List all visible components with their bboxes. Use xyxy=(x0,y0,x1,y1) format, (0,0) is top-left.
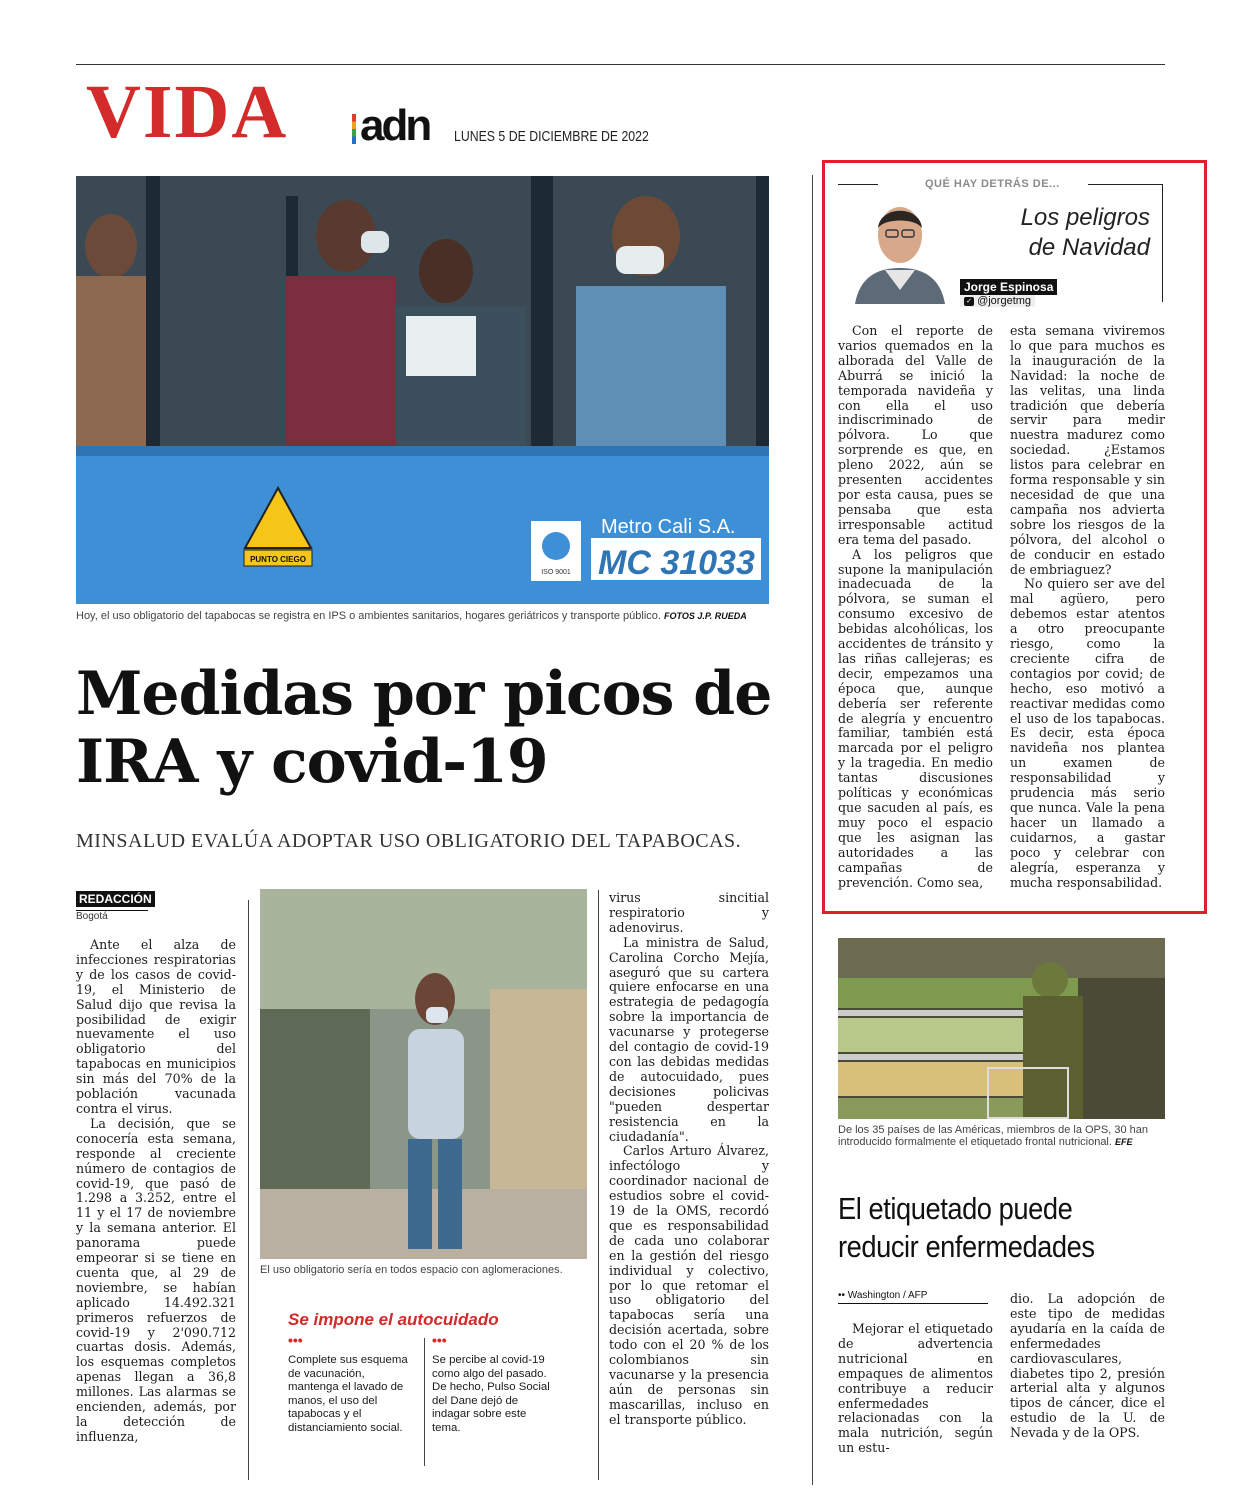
col1-paragraph: La decisión, que se conocería esta semana, responde al creciente número de contagios de covid-19, que pasó de 1.298 a 3.252, entre el 11 y el 17 de noviembre y la semana anterior. El panorama puede empeorar si se tiene en cuenta que, al 29 de noviembre, se habían aplicado 14.492.321 primeros refuerzos de covid-19 y 2'090.712 cuartas dosis. Además, los esquemas completos apenas llegan a 36,8 millones. Las alarmas se encienden, además, por la detección de influenza, xyxy=(76,1115,236,1444)
issue-date: LUNES 5 DE DICIEMBRE DE 2022 xyxy=(454,128,649,145)
box-item-1: Complete sus esquema de vacunación, mantenga el lavado de manos, el uso del tapabocas y el distanciamiento social. xyxy=(288,1354,408,1434)
iso-text: ISO 9001 xyxy=(541,569,571,576)
bus-illustration xyxy=(76,176,769,604)
second-paragraph: Mejorar el etiquetado de advertencia nutricional en empaques de alimentos contribuye a reducir enfermedades relacionadas con la mala nutrición, según un estu- xyxy=(838,1321,993,1456)
second-column-2 xyxy=(1010,1292,1165,1441)
twitter-icon: ✓ xyxy=(964,297,974,306)
page-column-divider xyxy=(812,175,813,1485)
title-rule xyxy=(1162,184,1163,302)
main-photo xyxy=(76,176,769,604)
article-column-3 xyxy=(609,891,769,1428)
top-rule xyxy=(76,64,1165,65)
column-divider xyxy=(598,890,599,1480)
kicker-rule xyxy=(838,184,878,185)
opinion-paragraph: Con el reporte de varios quemados en la alborada del Valle de Aburrá se inició la temporada navideña y con ella el uso indiscriminado de pólvora. Lo que sorprende es que, en pleno 2022, aún se presenten accidentes por esta causa, pues se pensaba que esta irresponsable actitud era tema del pasado. xyxy=(838,323,993,547)
woman-photo xyxy=(260,889,587,1259)
article-byline xyxy=(76,890,155,922)
opinion-column-2 xyxy=(1010,324,1165,890)
supermarket-caption-text: De los 35 países de las Américas, miembros de la OPS, 30 han introducido formalmente el etiquetado frontal nutricional. xyxy=(838,1124,1148,1148)
article-column-1 xyxy=(76,938,236,1445)
supermarket-credit: EFE xyxy=(1115,1137,1133,1147)
col3-paragraph: Carlos Arturo Álvarez, infectólogo y coordinador nacional de estudios sobre el covid-19 de la OMS, recordó que es responsabilidad de cada uno colaborar en la gestión del riesgo individual y colectivo, por lo que retomar el uso obligatorio del tapabocas sería una decisión acertada, sobre todo con el 20 % de los colombianos sin vacunarse y la presencia aún de personas sin mascarillas, incluso en el transporte público. xyxy=(609,1143,769,1427)
box-divider xyxy=(424,1338,425,1466)
opinion-paragraph: esta semana viviremos lo que para muchos es la inauguración de la Navidad: la noche de las velitas, una linda tradición que debería servir para medir nuestra madurez como sociedad. ¿Estamos listos para celebrar en forma responsable y sin necesidad de que una campaña nos advierta sobre los riesgos de la pólvora, del alcohol o de conducir en estado de embriaguez? xyxy=(1010,323,1165,577)
col1-paragraph: Ante el alza de infecciones respiratorias y de los casos de covid-19, el Ministerio de Salud dijo que revisa la posibilidad de exigir nuevamente el uso obligatorio del tapabocas en municipios sin más del 70% de la población vacunada contra el virus. xyxy=(76,937,236,1116)
second-column-1 xyxy=(838,1322,993,1456)
byline-city: Bogotá xyxy=(76,910,148,922)
second-paragraph: dio. La adopción de este tipo de medidas ayudaría en la caída de enfermedades cardiovasculares, diabetes tipo 2, presión arterial alta y algunos tipos de cáncer, dice el estudio de la U. de Nevada y de la OPS. xyxy=(1010,1291,1165,1441)
supermarket-photo xyxy=(838,938,1165,1119)
byline-label: REDACCIÓN xyxy=(76,891,155,907)
column-divider xyxy=(248,900,249,1480)
opinion-paragraph: A los peligros que supone la manipulación inadecuada de la pólvora, se suman el consumo excesivo de bebidas alcohólicas, los accidentes de tránsito y las riñas callejeras; es decir, empezamos una época que, aunque debería ser referente de alegría y encuentro familiar, también está marcada por el peligro y la tragedia. En medio tantas discusiones políticas y económicas que sacuden al país, es muy poco el espacio que les asignan las autoridades a las campañas de prevención. Como sea, xyxy=(838,546,993,890)
author-handle xyxy=(960,295,1035,307)
main-photo-caption xyxy=(76,610,776,622)
bus-number-text: MC 31033 xyxy=(598,544,755,582)
main-photo-credit: FOTOS J.P. RUEDA xyxy=(664,611,747,621)
box-dots: ••• xyxy=(432,1332,447,1348)
opinion-column-1 xyxy=(838,324,993,890)
article-subhead: MINSALUD EVALÚA ADOPTAR USO OBLIGATORIO DEL TAPABOCAS. xyxy=(76,830,742,852)
box-item-2: Se percibe al covid-19 como algo del pasado. De hecho, Pulso Social del Dane dejó de indagar sobre este tema. xyxy=(432,1354,550,1434)
adn-logo-bars xyxy=(352,114,356,144)
kicker-rule xyxy=(1088,184,1162,185)
punto-ciego-text: PUNTO CIEGO xyxy=(250,555,306,564)
col3-paragraph: virus sincitial respiratorio y adenovirus. xyxy=(609,890,769,935)
opinion-title: Los peligros de Navidad xyxy=(1020,204,1150,261)
second-byline: •• Washington / AFP xyxy=(838,1290,988,1304)
opinion-kicker: QUÉ HAY DETRÁS DE... xyxy=(925,178,1060,190)
section-title: VIDA xyxy=(86,70,289,154)
author-avatar xyxy=(845,190,955,304)
woman-illustration xyxy=(260,889,587,1259)
main-caption-text: Hoy, el uso obligatorio del tapabocas se registra en IPS o ambientes sanitarios, hogares geriátricos y transporte público. xyxy=(76,610,661,622)
woman-photo-caption: El uso obligatorio sería en todos espacio con aglomeraciones. xyxy=(260,1264,563,1276)
box-dots: ••• xyxy=(288,1332,303,1348)
col3-paragraph: La ministra de Salud, Carolina Corcho Mejía, aseguró que su cartera quiere enfocarse en una estrategia de pedagogía sobre la importancia de vacunarse y protegerse del contagio de covid-19 con las debidas medidas de autocuidado, pues decisiones policivas "pueden despertar resistencia en la ciudadanía". xyxy=(609,934,769,1144)
bus-operator-text: Metro Cali S.A. xyxy=(601,516,736,538)
opinion-paragraph: No quiero ser ave del mal agüero, pero debemos estar atentos a otro preocupante riesgo, como la creciente cifra de contagios por covid; de hecho, eso motivó a reactivar medidas como el uso de los tapabocas. Es decir, esta época navideña nos plantea un examen de responsabilidad y prudencia más serio que nunca. Vale la pena hacer un llamado a cuidarnos, a gastar poco y celebrar con alegría, esperanza y mucha responsabilidad. xyxy=(1010,576,1165,890)
autocuidado-box-title: Se impone el autocuidado xyxy=(288,1310,499,1329)
second-headline: El etiquetado puede reducir enfermedades xyxy=(838,1191,1095,1264)
supermarket-caption xyxy=(838,1124,1168,1148)
brand-logo: adn xyxy=(360,101,430,150)
author-name: Jorge Espinosa xyxy=(960,279,1057,295)
author-handle-text: @jorgetmg xyxy=(977,295,1032,307)
article-headline: Medidas por picos de IRA y covid-19 xyxy=(76,659,772,797)
